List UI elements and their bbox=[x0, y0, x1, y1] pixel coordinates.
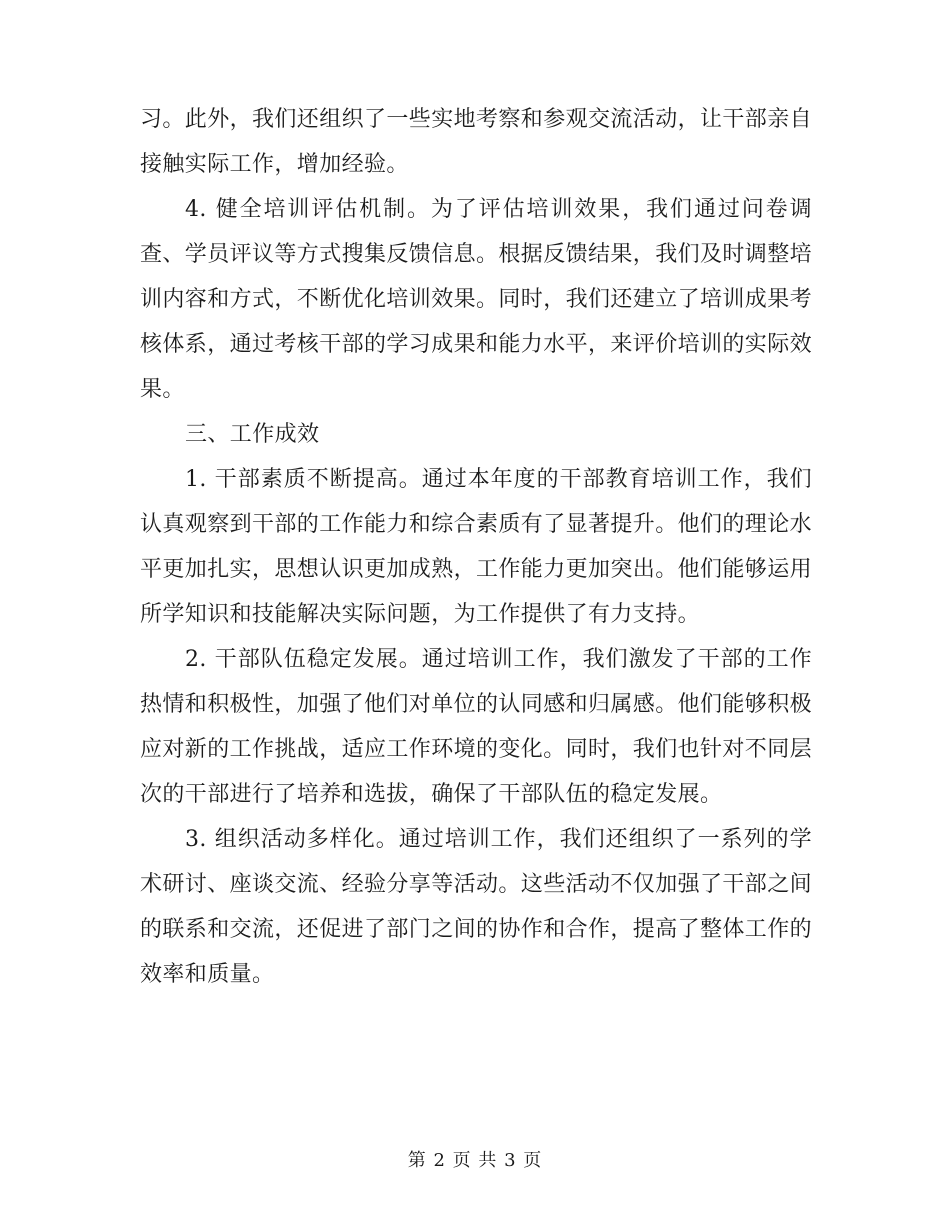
paragraph-cadre-quality: 1. 干部素质不断提高。通过本年度的干部教育培训工作，我们认真观察到干部的工作能力和综合素质有了显著提升。他们的理论水平更加扎实，思想认识更加成熟，工作能力更加突出。他们能够运用所学知识和技能解决实际问题，为工作提供了有力支持。 bbox=[140, 467, 813, 627]
page-number-footer: 第 2 页 共 3 页 bbox=[407, 1150, 543, 1171]
paragraph-continuation: 习。此外，我们还组织了一些实地考察和参观交流活动，让干部亲自接触实际工作，增加经验。 bbox=[140, 107, 813, 177]
section-heading-work-results: 三、工作成效 bbox=[185, 422, 320, 447]
paragraph-training-evaluation: 4. 健全培训评估机制。为了评估培训效果，我们通过问卷调查、学员评议等方式搜集反馈信息。根据反馈结果，我们及时调整培训内容和方式，不断优化培训效果。同时，我们还建立了培训成果考核体系，通过考核干部的学习成果和能力水平，来评价培训的实际效果。 bbox=[140, 197, 813, 402]
paragraph-activities: 3. 组织活动多样化。通过培训工作，我们还组织了一系列的学术研讨、座谈交流、经验分享等活动。这些活动不仅加强了干部之间的联系和交流，还促进了部门之间的协作和合作，提高了整体工作的效率和质量。 bbox=[140, 827, 813, 987]
paragraph-cadre-team: 2. 干部队伍稳定发展。通过培训工作，我们激发了干部的工作热情和积极性，加强了他们对单位的认同感和归属感。他们能够积极应对新的工作挑战，适应工作环境的变化。同时，我们也针对不同层次的干部进行了培养和选拔，确保了干部队伍的稳定发展。 bbox=[140, 647, 813, 807]
document-body bbox=[140, 97, 812, 997]
